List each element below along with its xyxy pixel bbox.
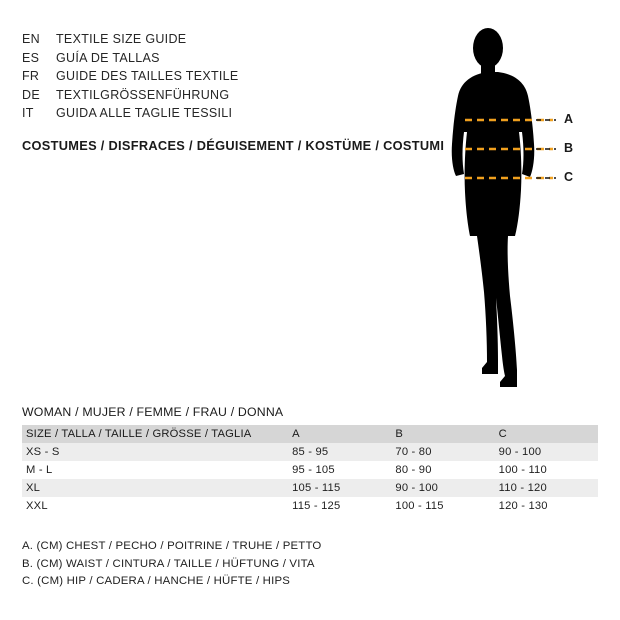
table-header-row xyxy=(22,425,598,443)
language-text: GUIDA ALLE TAGLIE TESSILI xyxy=(56,106,233,120)
language-list xyxy=(22,30,352,123)
cell-b: 100 - 115 xyxy=(395,500,444,512)
language-row xyxy=(22,30,352,49)
cell-c: 110 - 120 xyxy=(498,482,547,494)
cell-a: 115 - 125 xyxy=(292,500,341,512)
marker-label-b: B xyxy=(564,141,574,155)
size-table-section xyxy=(22,405,598,515)
legend-row-b: B. (CM) WAIST / CINTURA / TAILLE / HÜFTUNG / VITA xyxy=(22,557,315,570)
cell-b: 80 - 90 xyxy=(395,464,432,476)
cell-size: XXL xyxy=(26,500,48,512)
language-code: FR xyxy=(22,69,40,83)
marker-label-c: C xyxy=(564,170,574,184)
language-code: IT xyxy=(22,106,34,120)
table-row xyxy=(22,443,598,461)
table-title: WOMAN / MUJER / FEMME / FRAU / DONNA xyxy=(22,405,284,419)
table-row xyxy=(22,479,598,497)
size-table xyxy=(22,425,598,515)
cell-b: 70 - 80 xyxy=(395,446,432,458)
costume-subtitle: COSTUMES / DISFRACES / DÉGUISEMENT / KOSTÜME / COSTUMI xyxy=(22,138,445,153)
cell-c: 120 - 130 xyxy=(498,500,548,512)
cell-a: 85 - 95 xyxy=(292,446,329,458)
legend-row-a: A. (CM) CHEST / PECHO / POITRINE / TRUHE / PETTO xyxy=(22,540,322,552)
language-row xyxy=(22,104,352,123)
female-silhouette-icon xyxy=(420,20,600,390)
language-row xyxy=(22,49,352,68)
cell-size: XL xyxy=(26,482,41,494)
cell-a: 95 - 105 xyxy=(292,464,335,476)
table-row xyxy=(22,461,598,479)
language-text: GUIDE DES TAILLES TEXTILE xyxy=(56,69,239,83)
legend-row-c: C. (CM) HIP / CADERA / HANCHE / HÜFTE / HIPS xyxy=(22,575,291,587)
table-row xyxy=(22,497,598,515)
measurement-legend xyxy=(22,538,442,591)
language-text: TEXTILE SIZE GUIDE xyxy=(56,32,187,46)
language-text: TEXTILGRÖSSENFÜHRUNG xyxy=(56,87,230,102)
marker-label-a: A xyxy=(564,112,574,126)
language-text: GUÍA DE TALLAS xyxy=(56,50,160,65)
cell-a: 105 - 115 xyxy=(292,482,341,494)
language-row xyxy=(22,67,352,86)
language-row xyxy=(22,86,352,105)
language-code: ES xyxy=(22,50,40,65)
language-code: DE xyxy=(22,87,40,102)
body-figure xyxy=(420,20,600,390)
cell-size: XS - S xyxy=(26,446,60,458)
cell-b: 90 - 100 xyxy=(395,482,439,494)
cell-size: M - L xyxy=(26,464,53,476)
cell-c: 90 - 100 xyxy=(498,446,542,458)
header-c: C xyxy=(499,425,598,443)
table-head xyxy=(22,425,598,443)
header-b: B xyxy=(395,425,498,443)
header-size: SIZE / TALLA / TAILLE / GRÖSSE / TAGLIA xyxy=(22,425,292,443)
header-a: A xyxy=(292,425,395,443)
table-body xyxy=(22,443,598,515)
cell-c: 100 - 110 xyxy=(498,464,547,476)
language-code: EN xyxy=(22,32,40,46)
